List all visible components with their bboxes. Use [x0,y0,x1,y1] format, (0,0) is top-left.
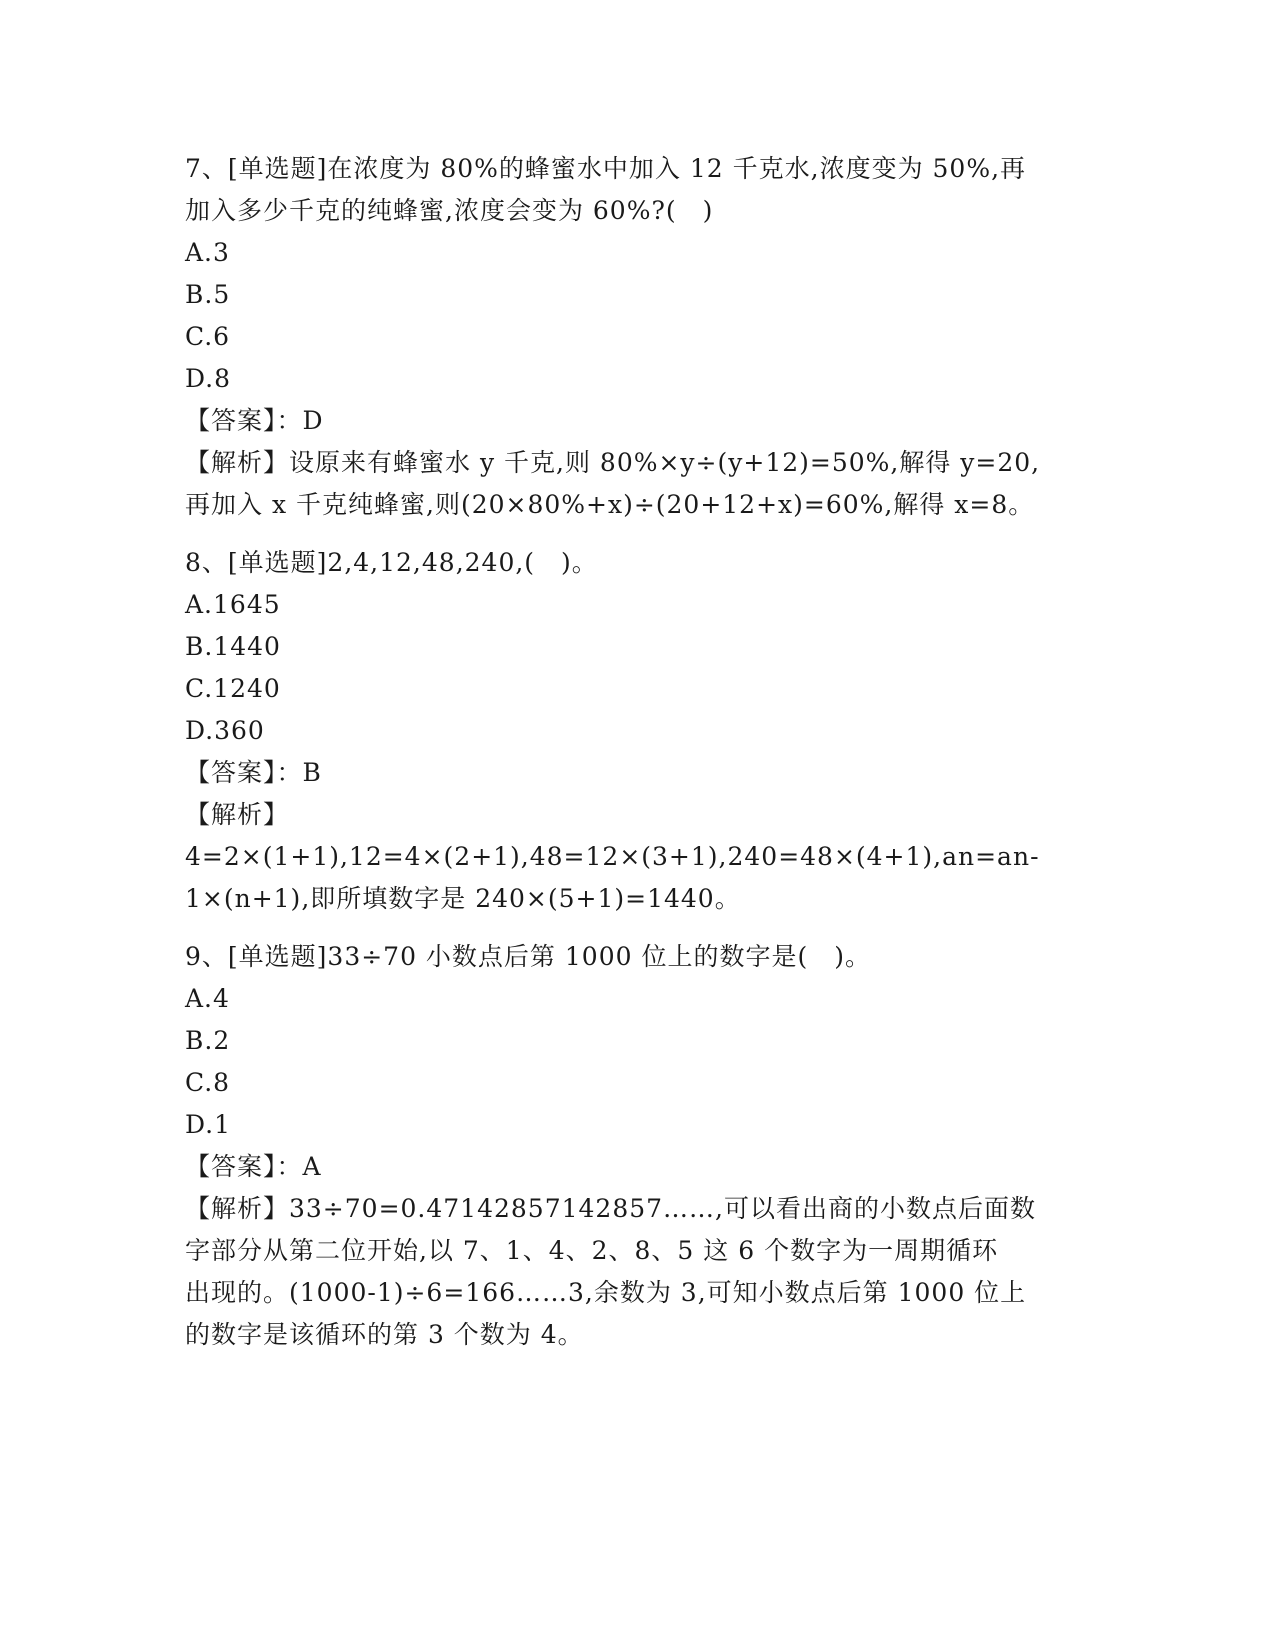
question-7 [185,148,1085,526]
option-a: A.1645 [185,590,281,619]
question-9 [185,936,1085,1356]
analysis-line: 【解析】33÷70=0.47142857142857……,可以看出商的小数点后面数 [185,1194,1036,1223]
analysis-line: 的数字是该循环的第 3 个数为 4。 [185,1320,584,1349]
analysis-line: 再加入 x 千克纯蜂蜜,则(20×80%+x)÷(20+12+x)=60%,解得 x=8。 [185,490,1035,519]
option-a: A.4 [185,984,230,1013]
option-b: B.1440 [185,632,281,661]
analysis-line: 【解析】 [185,800,290,829]
analysis-line: 【解析】设原来有蜂蜜水 y 千克,则 80%×y÷(y+12)=50%,解得 y=20, [185,448,1041,477]
option-d: D.8 [185,364,232,393]
question-gap [185,534,1085,542]
analysis-line: 1×(n+1),即所填数字是 240×(5+1)=1440。 [185,884,741,913]
option-b: B.5 [185,280,231,309]
question-gap [185,928,1085,936]
answer-line: 【答案】：A [185,1152,322,1181]
analysis-line: 字部分从第二位开始,以 7、1、4、2、8、5 这 6 个数字为一周期循环 [185,1236,999,1265]
question-stem-line: 加入多少千克的纯蜂蜜,浓度会变为 60%?( ) [185,196,714,225]
analysis-line: 出现的。(1000-1)÷6=166……3,余数为 3,可知小数点后第 1000 位上 [185,1278,1027,1307]
document-page [185,148,1085,1364]
analysis-line: 4=2×(1+1),12=4×(2+1),48=12×(3+1),240=48×(4+1),an=an- [185,842,1040,871]
question-stem-line: 8、[单选题]2,4,12,48,240,( )。 [185,548,598,577]
answer-line: 【答案】：D [185,406,324,435]
answer-line: 【答案】：B [185,758,322,787]
option-b: B.2 [185,1026,231,1055]
option-d: D.360 [185,716,265,745]
option-d: D.1 [185,1110,232,1139]
question-stem-line: 9、[单选题]33÷70 小数点后第 1000 位上的数字是( )。 [185,942,871,971]
option-a: A.3 [185,238,230,267]
option-c: C.6 [185,322,231,351]
option-c: C.8 [185,1068,231,1097]
option-c: C.1240 [185,674,281,703]
question-8 [185,542,1085,920]
question-stem-line: 7、[单选题]在浓度为 80%的蜂蜜水中加入 12 千克水,浓度变为 50%,再 [185,154,1027,183]
